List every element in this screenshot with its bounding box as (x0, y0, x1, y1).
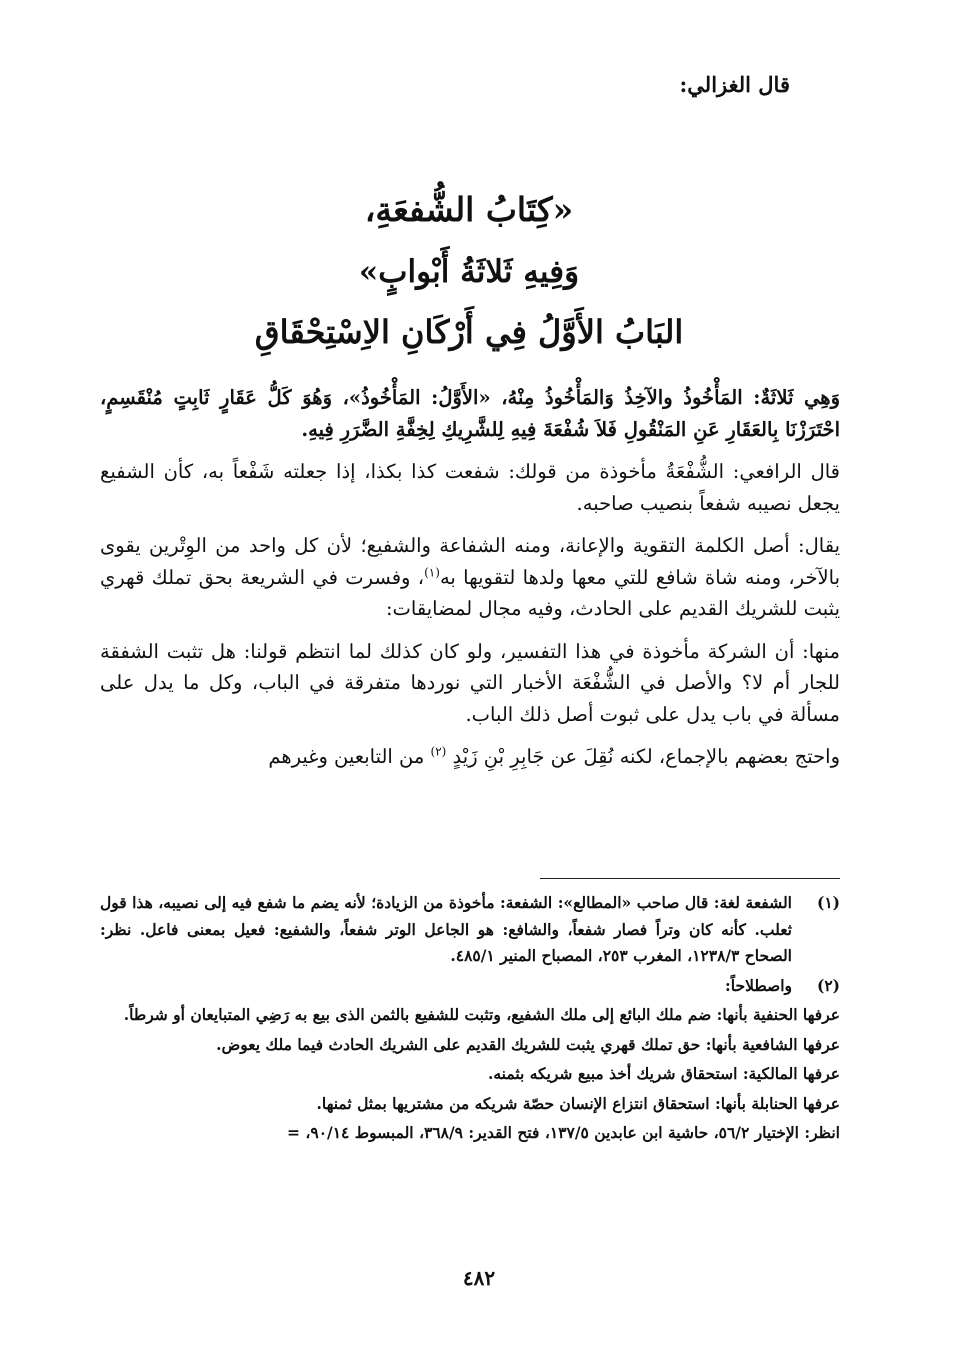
matn-paragraph: وَهِي ثَلاثَةٌ: المَأْخُوذُ والآخِذُ وَالمَأْخُوذُ مِنْهُ، «الأَوَّلُ: المَأْخُوذُ»، وَهُوَ كَلُّ عَقَارٍ ثَابِتٍ مُنْقَسِمٍ، احْتَرَزْنَا بِالعَقَارِ عَنِ المَنْقُولِ فَلاَ شُفْعَةَ فِيهِ لِلشَّرِيكِ لِخِفَّةِ الضَّرَرِ فِيهِ. (100, 386, 840, 441)
titles-block (100, 190, 838, 351)
page-number: ٤٨٢ (462, 1266, 496, 1290)
commentary-paragraph-2 (100, 530, 840, 625)
commentary-paragraph-3: منها: أن الشركة مأخوذة في هذا التفسير، ولو كان كذلك لما انتظم قولنا: هل تثبت الشفقة للجار أم لا؟ والأصل في الشُّفْعَة الأخبار التي نوردها متفرقة في الباب، وكل ما يدل على مسألة في باب يدل على ثبوت أصل ذلك الباب. (100, 639, 840, 726)
footnotes (100, 890, 840, 1150)
book-title: «كِتَابُ الشُّفعَةِ، (364, 190, 574, 229)
footnote-ref-2[interactable]: (٢) (430, 744, 447, 759)
footnote-2-text: واصطلاحاً: (725, 975, 792, 995)
paragraph-4-text-b: من التابعين وغيرهم (268, 745, 425, 768)
footnote-2-shafii: عرفها الشافعية بأنها: حق تملك قهري يثبت للشريك القديم على الشريك الحادث فيما ملك يعوض. (216, 1034, 840, 1054)
chapter-title: البَابُ الأَوَّلُ فِي أَرْكَانِ الاِسْتِحْقَاقِ (254, 312, 684, 351)
commentary-paragraph-4 (100, 741, 840, 773)
footnote-2-sources: انظر: الإختيار ٥٦/٢، حاشية ابن عابدين ١٣٧/٥، فتح القدير: ٣٦٨/٩، المبسوط ٩٠/١٤، = (287, 1123, 840, 1142)
footnote-divider (540, 878, 840, 879)
footnote-ref-1[interactable]: (١) (424, 565, 440, 579)
footnote-1 (100, 890, 840, 970)
footnote-2 (100, 973, 840, 1000)
footnote-2-number: (٢) (816, 975, 840, 995)
footnote-1-text: الشفعة لغة: قال صاحب «المطالع»: الشفعة: مأخوذة من الزيادة؛ لأنه يضم ما شفع فيه إلى نصيبه، هذا قول ثعلب. كأنه كان وتراً فصار شفعاً، والشافع: هو الجاعل الوتر شفعاً، والشفيع: فعيل بمعنى فاعل. نظر: الصحاح ١٢٣٨/٣، المغرب ٢٥٣، المصباح المنير ٤٨٥/١. (100, 893, 792, 965)
footnote-1-number: (١) (816, 893, 840, 912)
commentary-paragraph-1: قال الرافعي: الشُّفْعَةُ مأخوذة من قولك: شفعت كذا بكذا، إذا جعلته شَفْعاً به، كأن الشفيع يجعل نصيبه شفعاً بنصيب صاحبه. (100, 460, 840, 515)
footnote-2-hanbali: عرفها الحنابلة بأنها: استحقاق انتزاع الإنسان حصّة شريكه من مشتريها بمثل ثمنها. (316, 1093, 840, 1113)
paragraph-4-text-a: واحتج بعضهم بالإجماع، لكنه نُقِلَ عن جَابِرِ بْنِ زَيْدٍ (452, 745, 840, 768)
footnote-2-maliki: عرفها المالكية: استحقاق شريك أخذ مبيع شريكه بثمنه. (487, 1064, 840, 1083)
main-text (100, 382, 840, 784)
header-label: قال الغزالي: (679, 72, 790, 97)
book-subtitle: وَفِيهِ ثَلاثَةُ أَبْوابٍ» (358, 253, 580, 290)
paragraph-2-text-a: يقال: أصل الكلمة التقوية والإعانة، ومنه الشفاعة والشفيع؛ لأن كل واحد من الوِتْرين يقوى بالآخر، ومنه شاة شافع للتي معها ولدها لتقويها به (100, 534, 840, 589)
footnote-2-hanafi: عرفها الحنفية بأنها: ضم ملك البائع إلى ملك الشفيع، وتثبت للشفيع بالثمن الذى بيع به رَضِي المتبايعان أو شرطاً. (123, 1005, 840, 1024)
paragraph-2-text-b: ، وفسرت في الشريعة بحق تملك قهري يثبت للشريك القديم على الحادث، وفيه مجال لمضايقات: (100, 565, 840, 620)
